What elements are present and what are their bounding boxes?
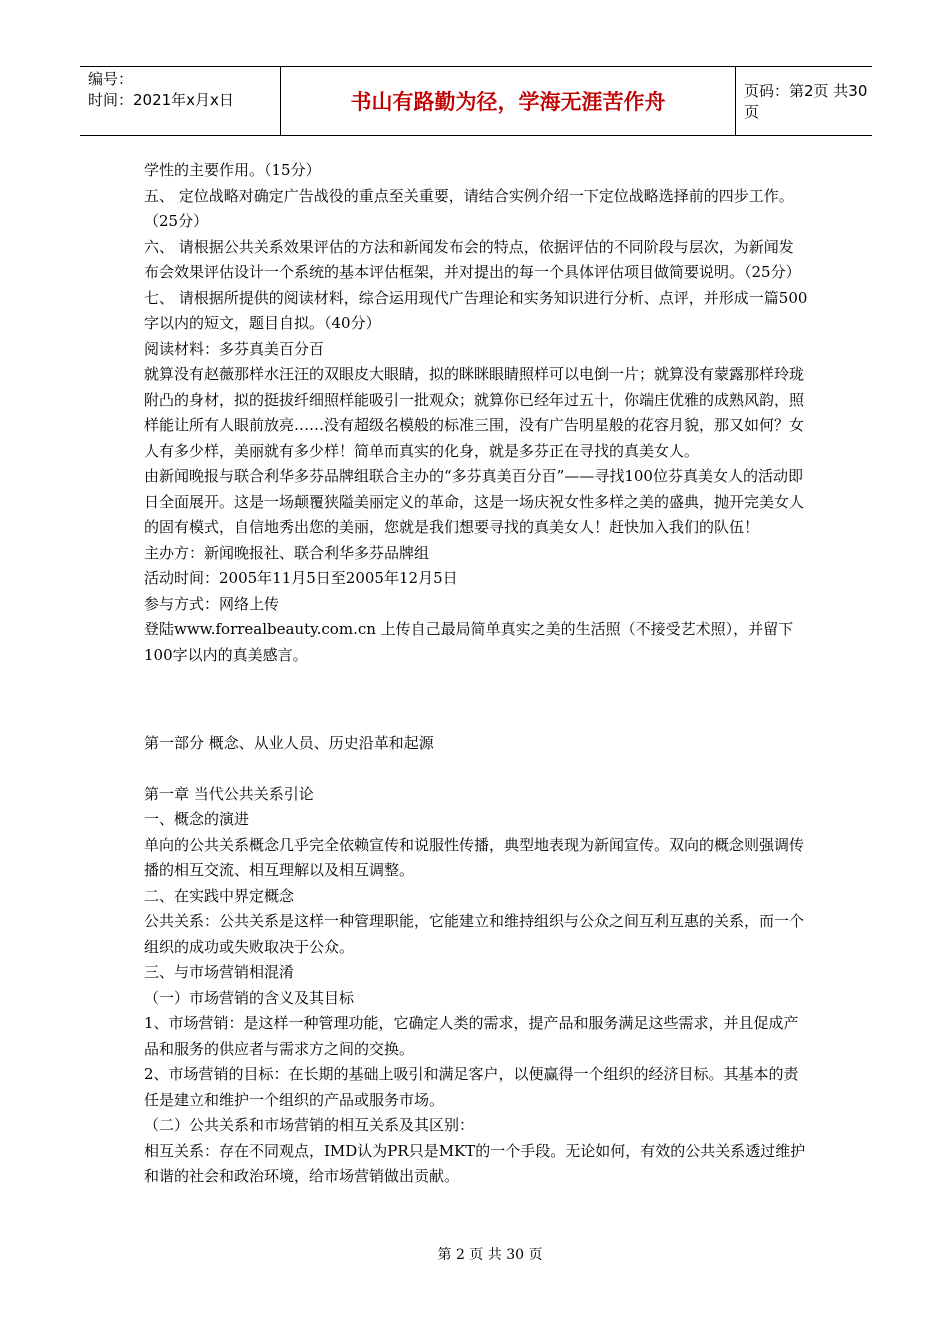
section-heading: 一、概念的演进 [144, 810, 250, 828]
spacer [144, 757, 808, 782]
number-label: 编号： [88, 70, 134, 88]
organizer-line: 主办方：新闻晚报社、联合利华多芬品牌组 [144, 543, 430, 562]
paragraph: 2、市场营销的目标：在长期的基础上吸引和满足客户，以便赢得一个组织的经济目标。其基本的责任是建立和维护一个组织的产品或服务市场。 [144, 1065, 799, 1109]
paragraph: 就算没有赵薇那样水汪汪的双眼皮大眼睛，拟的眯眯眼睛照样可以电倒一片；就算没有蒙露那样玲珑附凸的身材，拟的挺拔纤细照样能吸引一批观众；就算你已经年过五十，你端庄优雅的成熟风韵，照样能让所有人眼前放亮……没有超级名模般的标准三围，没有广告明星般的花容月貌，那又如何？女人有多少样，美丽就有多少样！简单而真实的化身，就是多芬正在寻找的真美女人。 [144, 365, 805, 460]
page-header [80, 66, 872, 136]
part-title: 第一部分 概念、从业人员、历史沿革和起源 [144, 734, 434, 752]
event-time-line: 活动时间：2005年11月5日至2005年12月5日 [144, 569, 458, 587]
paragraph: 1、市场营销：是这样一种管理功能，它确定人类的需求，提产品和服务满足这些需求，并且促成产品和服务的供应者与需求方之间的交换。 [144, 1014, 799, 1058]
paragraph: 公共关系：公共关系是这样一种管理职能，它能建立和维持组织与公众之间互利互惠的关系，而一个组织的成功或失败取决于公众。 [144, 912, 805, 956]
reading-material-title: 阅读材料：多芬真美百分百 [144, 339, 325, 358]
chapter-title: 第一章 当代公共关系引论 [144, 784, 314, 803]
document-body [144, 158, 808, 1190]
paragraph: 单向的公共关系概念几乎完全依赖宣传和说服性传播，典型地表现为新闻宣传。双向的概念则强调传播的相互交流、相互理解以及相互调整。 [144, 835, 805, 879]
paragraph: 由新闻晚报与联合利华多芬品牌组联合主办的“多芬真美百分百”——寻找100位芬真美女人的活动即日全面展开。这是一场颠覆狭隘美丽定义的革命，这是一场庆祝女性多样之美的盛典，抛开完美女人的固有模式，自信地秀出您的美丽，您就是我们想要寻找的真美女人！赶快加入我们的队伍！ [144, 467, 805, 536]
participation-line: 参与方式：网络上传 [144, 594, 280, 613]
section-heading: 二、在实践中界定概念 [144, 886, 295, 905]
time-label: 时间：2021年x月x日 [88, 91, 234, 109]
subsection-heading: （二）公共关系和市场营销的相互关系及其区别： [144, 1116, 475, 1134]
spacer [144, 668, 808, 731]
header-motto: 书山有路勤为径，学海无涯苦作舟 [280, 67, 736, 135]
section-heading: 三、与市场营销相混淆 [144, 963, 295, 981]
paragraph: 登陆www.forrealbeauty.com.cn 上传自己最局简单真实之美的生活照（不接受艺术照），并留下100字以内的真美感言。 [144, 620, 794, 664]
question-6: 六、 请根据公共关系效果评估的方法和新闻发布会的特点，依据评估的不同阶段与层次，为新闻发布会效果评估设计一个系统的基本评估框架，并对提出的每一个具体评估项目做简要说明。（25分） [144, 237, 801, 281]
question-5: 五、 定位战略对确定广告战役的重点至关重要，请结合实例介绍一下定位战略选择前的四步工作。（25分） [144, 186, 794, 230]
header-meta [80, 67, 280, 135]
paragraph: 学性的主要作用。（15分） [144, 161, 321, 179]
paragraph: 相互关系：存在不同观点，IMD认为PR只是MKT的一个手段。无论如何，有效的公共关系透过维护和谐的社会和政治环境，给市场营销做出贡献。 [144, 1141, 806, 1185]
header-page-label: 页码：第2页 共30页 [744, 82, 868, 121]
question-7: 七、 请根据所提供的阅读材料，综合运用现代广告理论和实务知识进行分析、点评，并形成一篇500字以内的短文，题目自拟。（40分） [144, 288, 808, 332]
page-footer: 第 2 页 共 30 页 [437, 1247, 543, 1263]
subsection-heading: （一）市场营销的含义及其目标 [144, 988, 355, 1007]
